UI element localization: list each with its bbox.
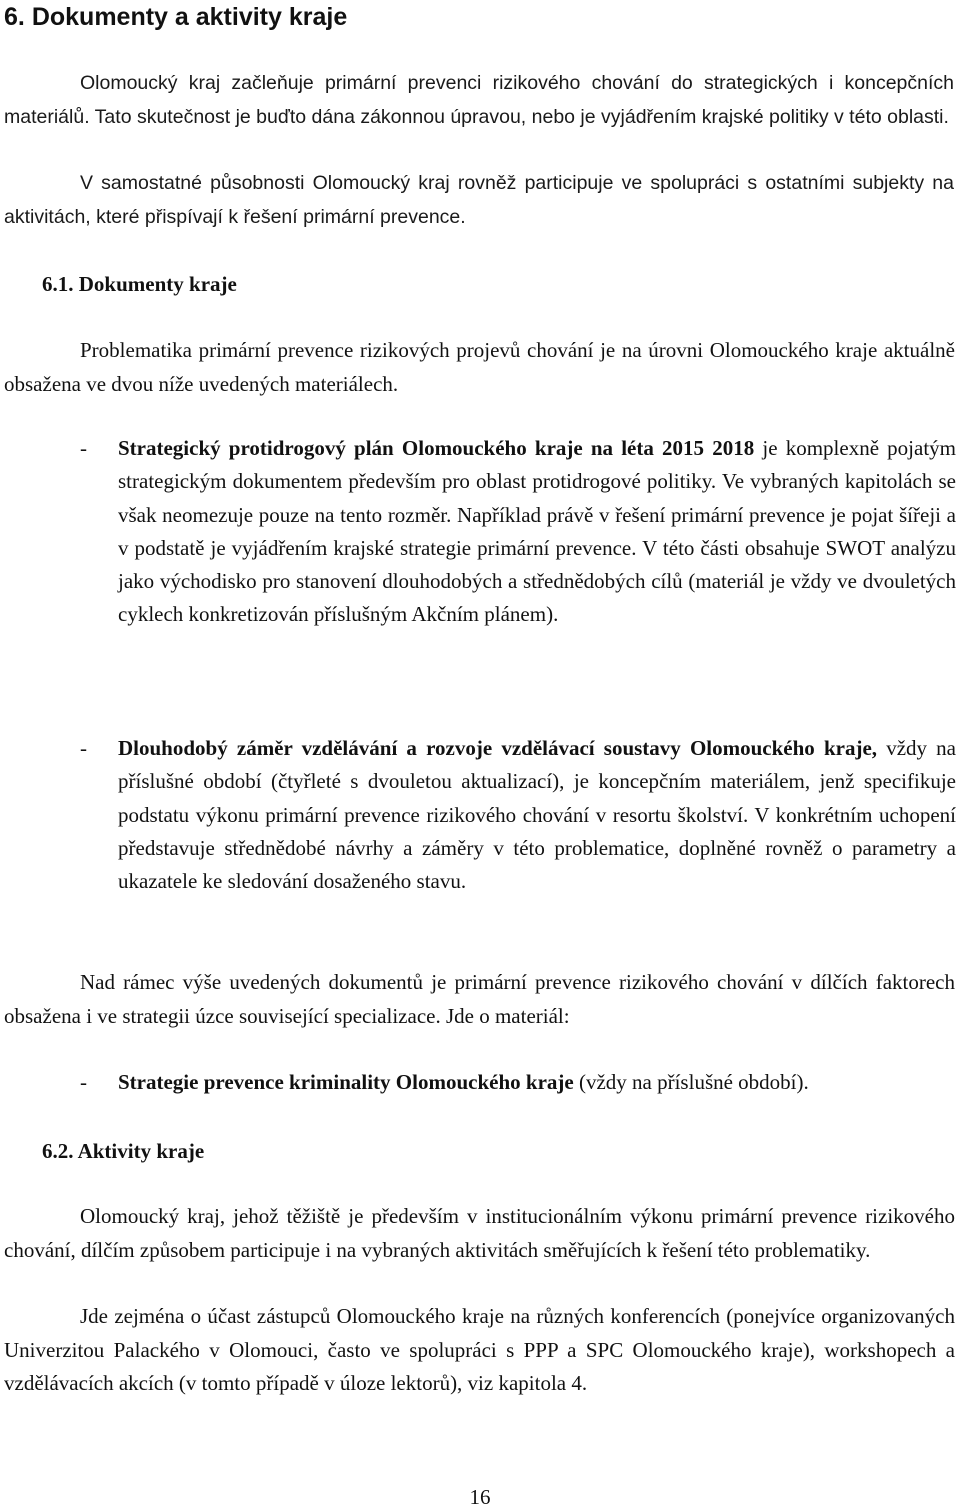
bullet-dash: - bbox=[80, 736, 87, 760]
bullet-text bbox=[118, 1066, 956, 1099]
document-description: je komplexně pojatým strategickým dokumentem především pro oblast protidrogové politiky. Ve vybraných kapitolách se však neomezuje pouze na tento rozměr. Například právě v řešení primární prevence je pojat šířeji a v podstatě je vyjádřením krajské strategie primární prevence. V této části obsahuje SWOT analýzu jako východisko pro stanovení dlouhodobých a střednědobých cílů (materiál je vždy ve dvouletých cyklech konkretizován příslušným Akčním plánem). bbox=[118, 436, 957, 627]
document-title: Strategický protidrogový plán Olomouckého kraje na léta 2015 2018 bbox=[118, 436, 755, 460]
document-description: (vždy na příslušné období). bbox=[573, 1070, 809, 1094]
section-heading bbox=[4, 2, 904, 32]
subsection-heading-dokumenty: 6.1. Dokumenty kraje bbox=[42, 272, 237, 296]
section-title: Dokumenty a aktivity kraje bbox=[31, 3, 348, 31]
bullet-dash: - bbox=[80, 436, 87, 460]
intro-paragraph-2: V samostatné působnosti Olomoucký kraj rovněž participuje ve spolupráci s ostatními subjekty na aktivitách, které přispívají k řešení primární prevence. bbox=[4, 172, 954, 228]
intro-paragraph-1: Olomoucký kraj začleňuje primární prevenci rizikového chování do strategických i koncepčních materiálů. Tato skutečnost je buďto dána zákonnou úpravou, nebo je vyjádřením krajské politiky v této oblasti. bbox=[4, 72, 954, 128]
aktivity-paragraph-1: Olomoucký kraj, jehož těžiště je především v institucionálním výkonu primární prevence rizikového chování, dílčím způsobem participuje i na vybraných aktivitách směřujících k řešení této problematiky. bbox=[4, 1204, 955, 1262]
dokumenty-intro-paragraph: Problematika primární prevence rizikových projevů chování je na úrovni Olomouckého kraje aktuálně obsažena ve dvou níže uvedených materiálech. bbox=[4, 338, 955, 396]
page-number: 16 bbox=[469, 1485, 491, 1509]
document-description: vždy na příslušné období (čtyřleté s dvouletou aktualizací), je koncepčním materiálem, jenž specifikuje podstatu výkonu primární prevence rizikového chování v resortu školství. V konkrétním uchopení představuje střednědobé návrhy a záměry v této problematice, doplněné rovněž o parametry a ukazatele ke sledování dosaženého stavu. bbox=[118, 736, 956, 894]
subsection-heading-aktivity: 6.2. Aktivity kraje bbox=[42, 1139, 205, 1163]
document-title: Dlouhodobý záměr vzdělávání a rozvoje vzdělávací soustavy Olomouckého kraje, bbox=[118, 736, 878, 760]
additional-materials-paragraph: Nad rámec výše uvedených dokumentů je primární prevence rizikového chování v dílčích faktorech obsažena i ve strategii úzce související specializace. Jde o materiál: bbox=[4, 970, 955, 1028]
aktivity-paragraph-2: Jde zejména o účast zástupců Olomouckého kraje na různých konferencích (ponejvíce organizovaných Univerzitou Palackého v Olomouci, často ve spolupráci s PPP a SPC Olomouckého kraje), workshopech a vzdělávacích akcích (v tomto případě v úloze lektorů), viz kapitola 4. bbox=[4, 1304, 955, 1395]
document-title: Strategie prevence kriminality Olomouckého kraje bbox=[118, 1070, 574, 1094]
section-number: 6. bbox=[4, 3, 25, 31]
bullet-dash: - bbox=[80, 1070, 87, 1094]
bullet-text bbox=[118, 432, 956, 632]
bullet-text bbox=[118, 732, 956, 898]
